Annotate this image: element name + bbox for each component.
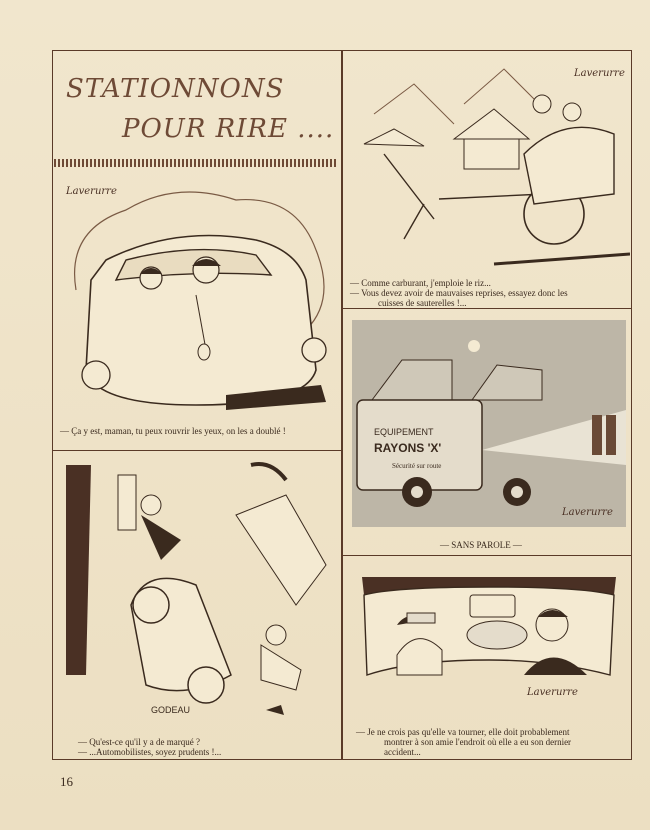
- caption-crashed-car: [78, 737, 338, 757]
- caption-line: — Vous devez avoir de mauvaises reprises, essayez donc les: [350, 288, 568, 298]
- signature-text: Laverurre: [527, 687, 578, 698]
- caption-line: — Qu'est-ce qu'il y a de marqué ?: [78, 737, 200, 747]
- caption-line: accident...: [384, 747, 421, 757]
- caption-line: — Comme carburant, j'emploie le riz...: [350, 278, 491, 288]
- cartoon-windshield: [352, 565, 626, 717]
- signature-text: GODEAU: [151, 705, 191, 715]
- page-number: 16: [60, 774, 73, 789]
- caption-van-night: — SANS PAROLE —: [440, 540, 522, 550]
- right-row-divider-1: [341, 308, 632, 309]
- cartoon-rickshaw: [344, 54, 630, 276]
- right-row-divider-2: [341, 555, 632, 556]
- caption-line: — ...Automobilistes, soyez prudents !...: [78, 747, 222, 757]
- column-divider: [341, 50, 343, 760]
- signature-text: Laverurre: [562, 507, 613, 518]
- caption-line: montrer à son amie l'endroit où elle a eu son dernier: [384, 737, 572, 747]
- caption-line: cuisses de sauterelles !...: [378, 298, 467, 308]
- van-text: EQUIPEMENT: [374, 427, 434, 437]
- cartoon-van-night: [352, 320, 626, 527]
- cartoon-car-couple: [56, 170, 338, 420]
- signature-text: Laverurre: [66, 186, 117, 197]
- caption-car-couple: — Ça y est, maman, tu peux rouvrir les yeux, on les a doublé !: [60, 426, 286, 436]
- caption-rickshaw: [350, 278, 630, 308]
- van-text: Sécurité sur route: [392, 462, 442, 470]
- cartoon-crashed-car: [56, 455, 338, 725]
- left-row-divider: [52, 450, 341, 451]
- caption-windshield: [356, 727, 628, 757]
- caption-line: — Je ne crois pas qu'elle va tourner, elle doit probablement: [356, 727, 570, 737]
- van-text: RAYONS 'X': [374, 441, 442, 455]
- page-title-line2: POUR RIRE ....: [122, 114, 335, 144]
- title-stripe: [54, 159, 338, 167]
- signature-text: Laverurre: [574, 68, 625, 79]
- page-title-line1: STATIONNONS: [66, 74, 285, 104]
